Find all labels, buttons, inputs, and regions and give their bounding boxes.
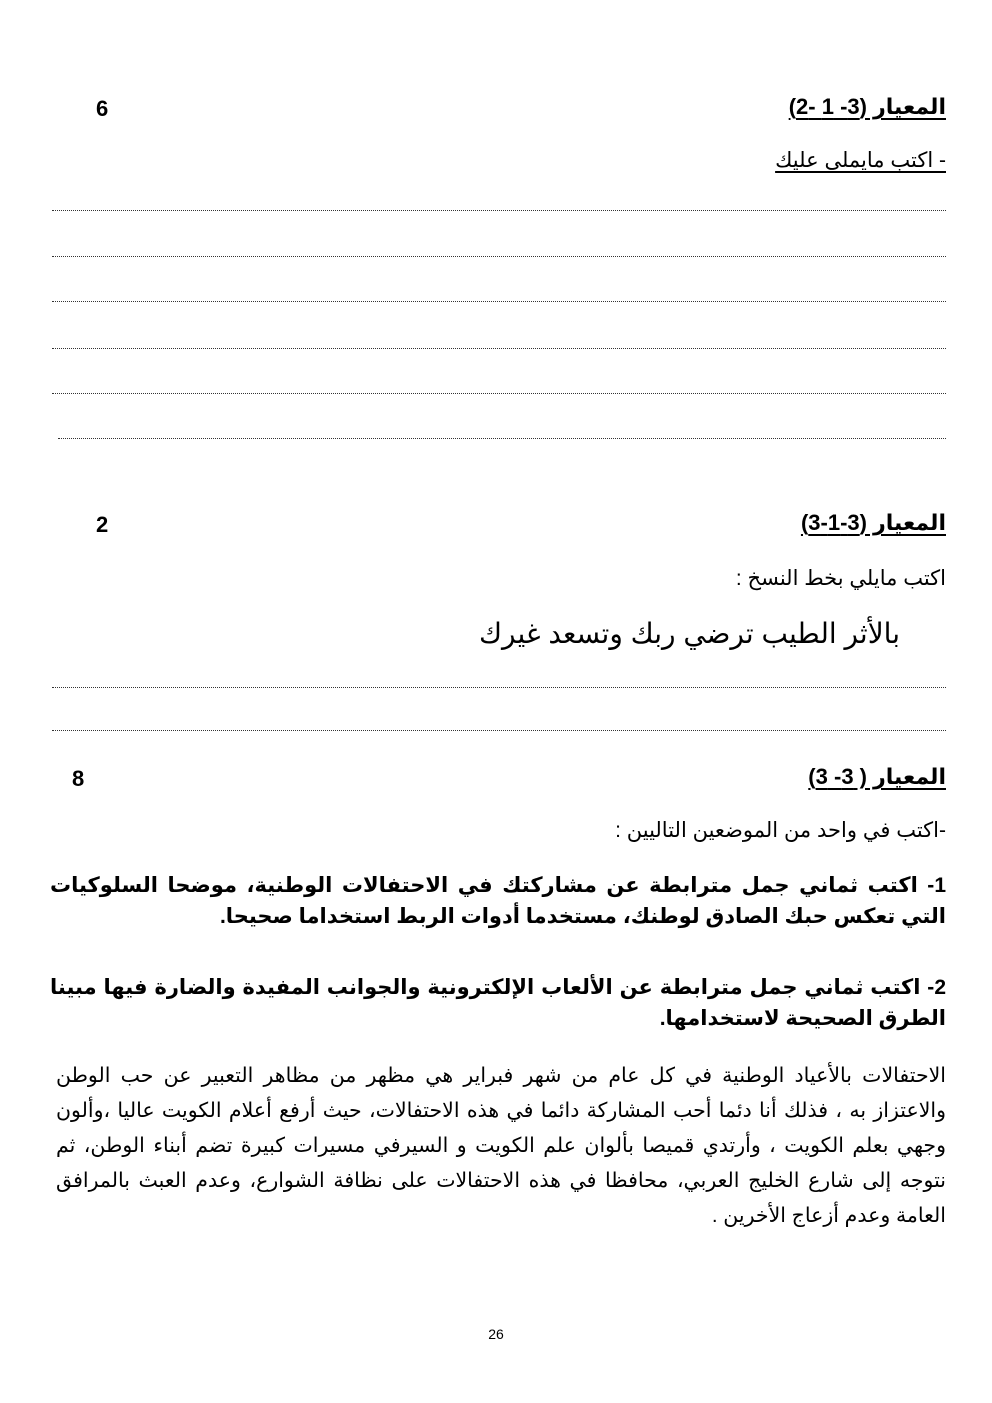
composition-prompt: -اكتب في واحد من الموضعين التاليين : (615, 819, 946, 842)
standard-title-1: المعيار (3- 1 -2) (788, 94, 946, 119)
answer-line[interactable] (52, 256, 946, 257)
dictation-prompt: - اكتب مايملى عليك (775, 149, 946, 172)
score-2: 2 (96, 512, 109, 537)
standard-title-2: المعيار (3-1-3) (800, 510, 946, 535)
standard-title-3: المعيار ( 3- 3) (808, 764, 946, 789)
answer-line[interactable] (52, 687, 946, 688)
page-number: 26 (488, 1326, 504, 1342)
handwriting-sentence: بالأثر الطيب ترضي ربك وتسعد غيرك (478, 618, 900, 649)
answer-line[interactable] (58, 438, 946, 439)
essay-answer: الاحتفالات بالأعياد الوطنية في كل عام من شهر فبراير هي مظهر من مظاهر التعبير عن حب الوطن والاعتزاز به ، فذلك أنا دئما أحب المشاركة دائما في هذه الاحتفالات، حيث أرفع أعلام الكويت عاليا ،وألون وجهي بعلم الكويت ، وأرتدي قميصا بألوان علم الكويت و السيرفي مسيرات كبيرة تضم أبناء الوطن، ثم نتوجه إلى شارع الخليج العربي، محافظا في هذه الاحتفالات على نظافة الشوارع، وعدم العبث بالمرافق العامة وعدم أزعاج الأخرين . (56, 1064, 946, 1227)
score-3: 8 (72, 766, 85, 791)
answer-line[interactable] (52, 301, 946, 302)
topic-2: 2- اكتب ثماني جمل مترابطة عن الألعاب الإلكترونية والجوانب المفيدة والضارة فيها مبينا الطرق الصحيحة لاستخدامها. (50, 976, 946, 1030)
answer-line[interactable] (52, 210, 946, 211)
answer-line[interactable] (52, 348, 946, 349)
answer-line[interactable] (52, 393, 946, 394)
answer-line[interactable] (52, 730, 946, 731)
score-1: 6 (96, 96, 109, 121)
handwriting-prompt: اكتب مايلي بخط النسخ : (735, 567, 946, 590)
topic-1: 1- اكتب ثماني جمل مترابطة عن مشاركتك في الاحتفالات الوطنية، موضحا السلوكيات التي تعكس حبك الصادق لوطنك، مستخدما أدوات الربط استخداما صحيحا. (50, 874, 946, 928)
